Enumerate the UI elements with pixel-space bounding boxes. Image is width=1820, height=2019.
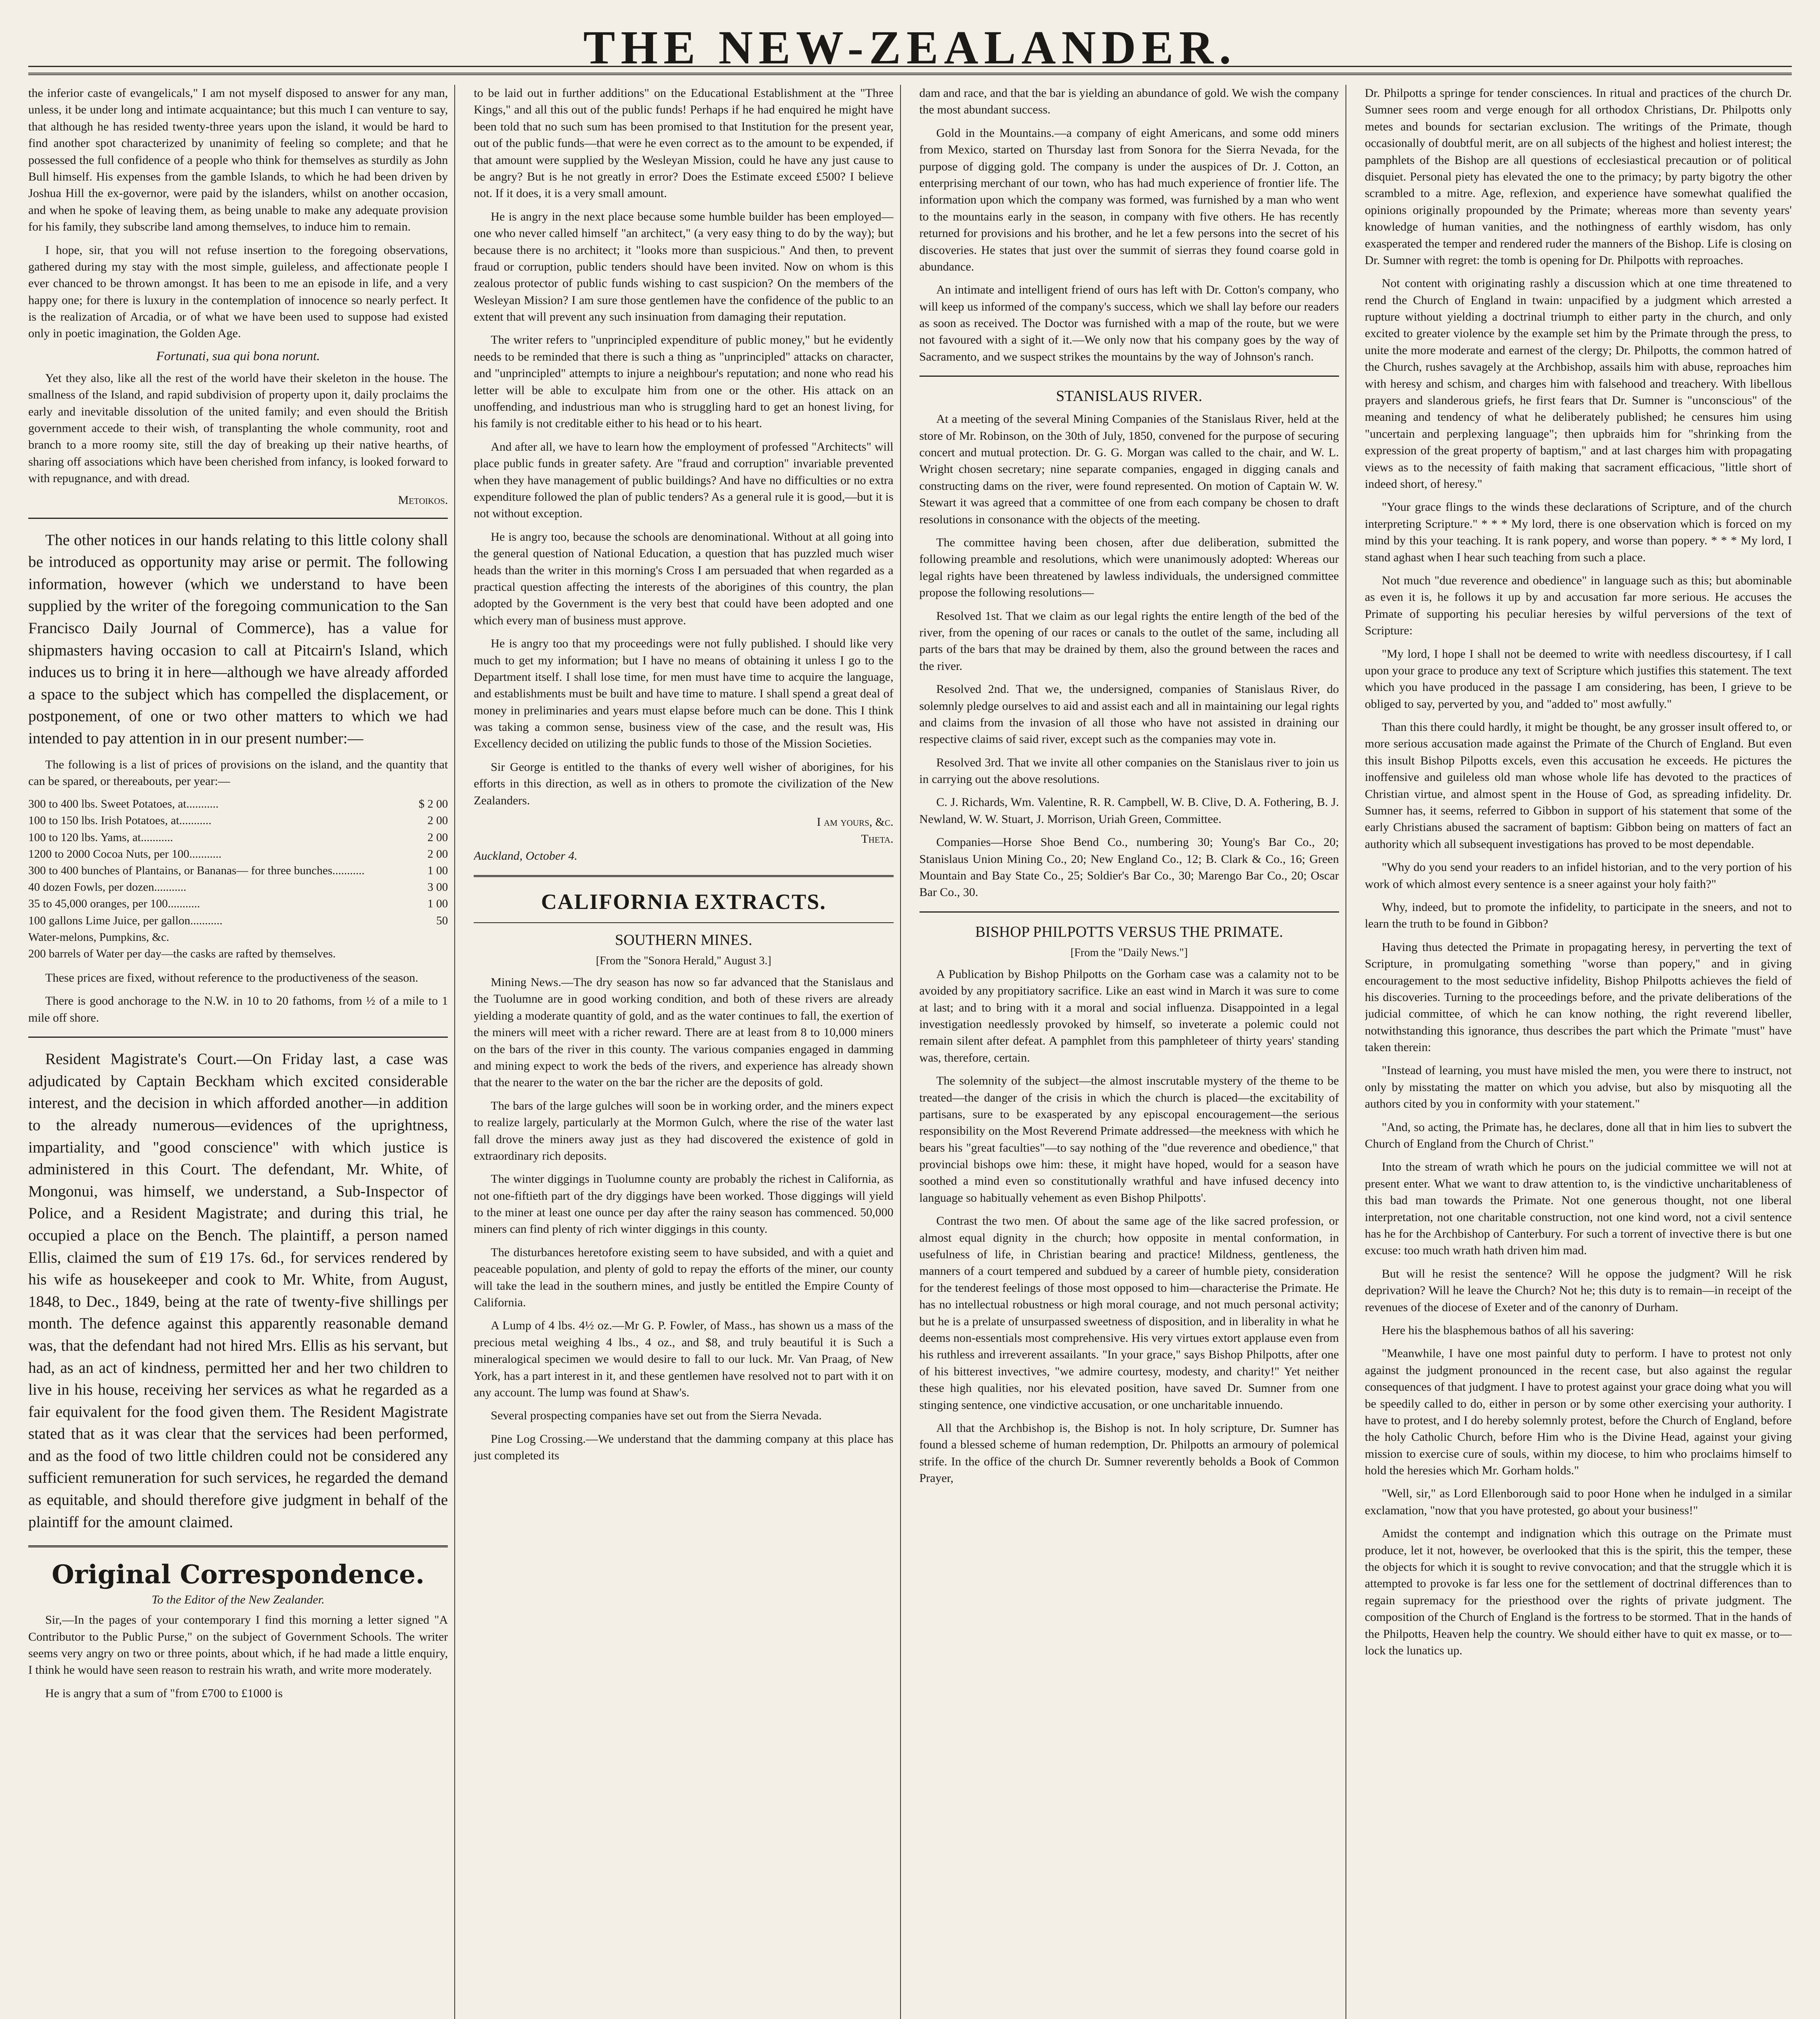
article-paragraph: "Meanwhile, I have one most painful duty to perform. I have to protest not only against the judgment pronounced in the recent case, but also against the regular consequences of that judgment. I have to protest against your grace doing what you will be speedily called to do, either in person or by some other exercising your authority. I have to protest, and I do hereby solemnly protest, before the Church of England, before the holy Catholic Church, before Him who is the Divine Head, against your giving mission to exercise cure of souls, within my diocese, to him who proclaims himself to hold the heresies which Mr. Gorham holds." [1364,1347,1792,1478]
article-paragraph: Into the stream of wrath which he pours on the judicial committee we will not at present enter. What we want to draw attention to, is the vindictive uncharitableness of this bad man towards the Primate. Not one generous thought, not one liberal interpretation, not one charitable construction, not one kind word, not a civil sentence has he for the Archbishop of Canterbury. For such a torrent of invective there is but one excuse: too much wrath hath driven him mad. [1364,1160,1792,1257]
companies-list: Companies—Horse Shoe Bend Co., numbering 30; Young's Bar Co., 20; Stanislaus Union Mining Co., 20; New England Co., 12; B. Clark & Co., 16; Green Mountain and Bay State Co., 25; Soldier's Bar Co., 30; Marengo Bar Co., 20; Oscar Bar Co., 30. [919,835,1339,899]
divider [919,911,1339,913]
price-value [399,946,448,962]
divider [28,1037,448,1038]
article-paragraph: Resolved 2nd. That we, the undersigned, companies of Stanislaus River, do solemnly pledge ourselves to aid and assist each and all in maintaining our legal rights and claims from the invasion of all those who have not assisted in draining our respective claims of said river, except such as the companies may vote in. [919,682,1339,746]
article-paragraph: At a meeting of the several Mining Companies of the Stanislaus River, held at the store of Mr. Robinson, on the 30th of July, 1850, convened for the purpose of securing concert and mutual protection. Dr. G. G. Morgan was called to the chair, and W. L. Wright chosen secretary; nine separate companies, engaged in digging canals and constructing dams on the river, were found represented. On motion of Captain W. W. Stewart it was agreed that a committee of one from each company be chosen to draft resolutions in consonance with the objects of the meeting. [919,412,1339,526]
subheading: SOUTHERN MINES. [615,932,752,949]
column-2 [474,85,901,2019]
price-value [399,929,448,946]
article-paragraph: Resolved 1st. That we claim as our legal rights the entire length of the bed of the river, from the opening of our races or canals to the outlet of the same, including all parts of the bars that may be drained by them, also the ground between the races and the river. [919,609,1339,673]
price-item: 40 dozen Fowls, per dozen........... [28,881,187,894]
price-row [28,846,448,863]
dateline-place: Auckland, October 4. [474,849,577,863]
article-paragraph: to be laid out in further additions" on the Educational Establishment at the "Three Kings," and all this out of the public funds! Perhaps if he had enquired he might have been told that no such sum has been promised to that Institution for the present year, out of the public funds—that were he even correct as to the amount to be expended, if that amount were supplied by the Wesleyan Mission, could he have any just cause to be angry? But is he not greatly in error? Does the Estimate exceed £500? I believe not. If it does, it is a very small amount. [474,86,894,200]
article-paragraph: Resident Magistrate's Court.—On Friday last, a case was adjudicated by Captain Beckham which excited considerable interest, and the decision in which afforded another—in addition to the already numerous—evidences of the uprightness, impartiality, and "good conscience" with which justice is administered in this Court. The defendant, Mr. White, of Mongonui, was himself, we understand, a Sub-Inspector of Police, and a Resident Magistrate; and during this trial, he occupied a place on the Bench. The plaintiff, a person named Ellis, claimed the sum of £19 17s. 6d., for services rendered by his wife as housekeeper and cook to Mr. White, from August, 1848, to Dec., 1849, being at the rate of twenty-five shillings per month. The defence against this apparently reasonable demand was, that the defendant had not hired Mrs. Ellis as his servant, but had, as an act of kindness, permitted her and her two children to live in his house, receiving her services as what he regarded as a fair equivalent for the food given them. The Resident Magistrate stated that as it was clear that the services had been performed, and as the food of two little children could not be considered any sufficient remuneration for such services, he regarded the demand as equitable, and should therefore give judgment in behalf of the plaintiff for the amount claimed. [28,1050,448,1531]
article-paragraph: "Well, sir," as Lord Ellenborough said to poor Hone when he indulged in a similar exclamation, "now that you have protested, go about your business!" [1364,1487,1792,1517]
price-row [28,929,448,946]
article-paragraph: The winter diggings in Tuolumne county are probably the richest in California, as not one-fiftieth part of the dry diggings have been worked. Those diggings will yield to the miner at least one ounce per day after the rainy season has commenced. 50,000 miners can find plenty of rich winter diggings in this county. [474,1172,894,1236]
article-paragraph: An intimate and intelligent friend of ours has left with Dr. Cotton's company, who will keep us informed of the company's success, which we shall lay before our readers as soon as received. The Doctor was furnished with a map of the route, but we were not favoured with a sight of it.—We only now that his company goes by the way of Sacramento, and we suspect strikes the mountains by the way of Johnson's ranch. [919,283,1339,363]
price-item: 100 to 150 lbs. Irish Potatoes, at........... [28,814,212,827]
article-paragraph: "Why do you send your readers to an infidel historian, and to the very portion of his work of which almost every sentence is a sneer against your holy faith?" [1364,860,1792,891]
signature: Theta. [861,832,894,846]
column-3 [919,85,1346,2019]
article-paragraph: A Publication by Bishop Philpotts on the Gorham case was a calamity not to be avoided by any propitiatory sacrifice. Like an east wind in March it was sure to come at last; and to bring with it a moral and social influenza. Disappointed in a legal investigation needlessly provoked by himself, so inveterate a polemic could not remain silent after defeat. A pamphlet from this pamphleteer of thirty years' standing was, therefore, certain. [919,967,1339,1064]
article-paragraph: The solemnity of the subject—the almost inscrutable mystery of the theme to be treated—the danger of the crisis in which the church is placed—the excitability of partisans, sure to be exasperated by any episcopal encouragement—the serious responsibility on the Most Reverend Primate addressed—the meekness with which he bears his "great faculties"—to say nothing of the "due reverence and obedience," that provincial bishops owe him: these, it might have hoped, would for a season have soothed a mind even so constitutionally wrathful and have infused decency into language so habitually vehement as even Bishop Philpotts'. [919,1074,1339,1205]
article-paragraph: Pine Log Crossing.—We understand that the damming company at this place has just completed its [474,1432,894,1463]
masthead [28,16,1792,75]
article-paragraph: He is angry in the next place because some humble builder has been employed—one who never called himself "an architect," (a very easy thing to do by the way); but because there is no architect; it "looks more than suspicious." And then, to prevent fraud or corruption, public tenders should have been invited. Now on whom is this zealous protector of public funds wishing to cast suspicion? On the members of the Wesleyan Mission? I am sure those gentlemen have the confidence of the public to an extent that will prevent any such insinuation from damaging their reputation. [474,210,894,324]
article-paragraph: The disturbances heretofore existing seem to have subsided, and with a quiet and peaceable population, and plenty of gold to repay the efforts of the miner, our county will take the lead in the southern mines, and justly be entitled the Empire County of California. [474,1245,894,1310]
article-paragraph: A Lump of 4 lbs. 4½ oz.—Mr G. P. Fowler, of Mass., has shown us a mass of the precious metal weighing 4 lbs., 4 oz., and $8, and truly beautiful it is Such a mineralogical specimen we would desire to fall to our luck. Mr. Van Praag, of New York, has a part interest in it, and these gentlemen have resolved not to part with it on any account. The lump was found at Shaw's. [474,1319,894,1399]
price-value: 3 00 [427,881,448,894]
article-paragraph: I hope, sir, that you will not refuse insertion to the foregoing observations, gathered during my stay with the most simple, guileless, and affectionate people I ever chanced to be thrown amongst. It has been to me an episode in life, and a very happy one; for there is luxury in the contemplation of innocence so nearly perfect. It is the realization of Arcadia, or of what we have been used to suppose had existed only in poetic imagination, the Golden Age. [28,243,448,340]
article-paragraph: Not much "due reverence and obedience" in language such as this; but abominable as even it is, he follows it up by and accusation far more serious. He accuses the Primate of supporting his peculiar heresies by wilful perversions of the text of Scripture: [1364,573,1792,638]
article-paragraph: Than this there could hardly, it might be thought, be any grosser insult offered to, or more serious accusation made against the Primate of the Church of England. But even this insult Bishop Pilpotts excels, even this accusation he exceeds. He pictures the inoffensive and guileless old man whose whole life has devoted to the practices of Christian virtue, and almost spent in the House of God, as spreading infidelity. Dr. Sumner has, it seems, referred to Gibbon in support of his statement that some of the early Christians abused the sacrament of baptism: Gibbon being on matters of fact an authority which all subsequent investigations has proved to be most dependable. [1364,720,1792,851]
column-1 [28,85,455,2019]
article-paragraph: But will he resist the sentence? Will he oppose the judgment? Will he risk deprivation? Will he leave the Church? Not he; this duty is to remain—in receipt of the revenues of the diocese of Exeter and of the canonry of Durham. [1364,1267,1792,1314]
article-paragraph: There is good anchorage to the N.W. in 10 to 20 fathoms, from ½ of a mile to 1 mile off shore. [28,994,448,1024]
price-value: 50 [436,914,448,927]
masthead-title: THE NEW-ZEALANDER. [583,21,1237,74]
price-value: 2 00 [427,814,448,827]
article-paragraph: Several prospecting companies have set out from the Sierra Nevada. [491,1409,822,1423]
article-paragraph: Sir,—In the pages of your contemporary I find this morning a letter signed "A Contributor to the Public Purse," on the subject of Government Schools. The writer seems very angry on two or three points, about which, if he had made a little enquiry, I think he would have seen reason to restrain his wrath, and write more moderately. [28,1613,448,1677]
column-4 [1365,85,1792,2019]
section-heading: Original Correspondence. [52,1559,425,1590]
section-heading: CALIFORNIA EXTRACTS. [541,890,826,914]
price-item: 100 to 120 lbs. Yams, at........... [28,831,173,844]
article-paragraph: He is angry too that my proceedings were not fully published. I should like very much to get my information; but I have no means of obtaining it unless I go to the Department itself. I shall lose time, for men must have time to acquire the language, and establishments must be built and have time to mature. I shall spend a great deal of money in preliminaries and years must elapse before much can be done. This I think was taking a common sense, business view of the case, and the result was, His Excellency decided on utilizing the public funds to those of the Mission Societies. [474,637,894,751]
committee-names: C. J. Richards, Wm. Valentine, R. R. Campbell, W. B. Clive, D. A. Fothering, B. J. Newland, W. W. Stuart, J. Morrison, Uriah Green, Committee. [919,795,1339,826]
price-row [28,796,448,812]
article-paragraph: The bars of the large gulches will soon be in working order, and the miners expect to realize largely, particularly at the Mormon Gulch, where the rise of the water last fall drove the miners away just as they had discovered the existence of gold in extraordinary rich deposits. [474,1099,894,1163]
article-paragraph: Dr. Philpotts a springe for tender consciences. In ritual and practices of the church Dr. Sumner sees room and verge enough for all orthodox Christians, Dr. Philpotts only metes and bounds for sectarian exclusion. The writings of the Primate, though occasionally of doubtful merit, are on all subjects of the highest and holiest interest; the pamphlets of the Bishop are all questions of ecclesiastical precaution or of political disquiet. Personal piety has elevated the one to the primacy; by party bigotry the other scrambled to a mitre. Age, reflexion, and experience have somewhat qualified the opinions originally propounded by the Primate; whereas more than seventy years' knowledge of human vanities, and the nothingness of earthly wisdom, has only exasperated the temper and rendered ruder the manners of the Bishop. Life is closing on Dr. Sumner with regret: the tomb is opening for Dr. Philpotts with reproaches. [1364,86,1792,267]
columns [28,85,1792,2019]
article-paragraph: These prices are fixed, without reference to the productiveness of the season. [45,971,418,985]
price-value: 1 00 [427,897,448,911]
masthead-rule [28,66,1792,67]
divider [474,875,893,877]
article-paragraph: "Instead of learning, you must have misled the men, you were there to instruct, not only by misstating the matter on which you advise, but also by misquoting all the authors cited by you in conformity with your statement." [1364,1064,1792,1111]
source-credit: [From the "Sonora Herald," August 3.] [596,955,771,968]
source-credit: [From the "Daily News."] [1070,946,1188,959]
article-paragraph: "Your grace flings to the winds these declarations of Scripture, and of the church interpreting Scripture." * * * My lord, there is one observation which is forced on my mind by this your teaching. It is rank popery, and worse than popery. * * * My lord, I stand aghast when I hear such teaching from such a place. [1364,500,1792,564]
signature: Metoikos. [398,493,448,507]
price-value: 2 00 [427,831,448,844]
price-row [28,863,448,879]
article-paragraph: He is angry too, because the schools are denominational. Without at all going into the general question of National Education, a question that has puzzled much wiser heads than the writer in this morning's Cross I am persuaded that when regarded as a practical question affecting the interests of the aborigines of this country, the plan adopted by the Government is the very best that could have been adopted and one which every man of business must approve. [474,530,894,627]
salutation: To the Editor of the New Zealander. [151,1593,325,1607]
article-paragraph: Gold in the Mountains.—a company of eight Americans, and some odd miners from Mexico, started on Thursday last from Sonora for the Sierra Nevada, for the purpose of digging gold. The company is under the auspices of Dr. J. Cotton, an enterprising merchant of our town, who has had much experience of frontier life. The information upon which the company was formed, was furnished by a man who went to the mountains early in the season, in company with five others. He has recently returned for provisions and his brother, and he let a few persons into the secret of his discoveries. He states that just over the summit of sierras they found coarse gold in abundance. [919,126,1339,273]
price-item: 300 to 400 bunches of Plantains, or Bananas— for three bunches........... [28,864,365,877]
article-paragraph: Why, indeed, but to promote the infidelity, to participate in the sneers, and not to learn the truth to be found in Gibbon? [1364,900,1792,931]
article-paragraph: The writer refers to "unprincipled expenditure of public money," but he evidently needs to be reminded that there is such a thing as "unprincipled" attacks on character, and "unprincipled" attempts to injure a neighbour's reputation; and none who read his letter will be able to exculpate him from one or the other. His attack on an unoffending, and industrious man who is struggling hard to get an honest living, for his family is not creditable either to his head or to his heart. [474,333,894,430]
price-value: $ 2 00 [418,798,448,811]
section-heading: STANISLAUS RIVER. [1056,388,1203,405]
price-row [28,829,448,846]
price-item: 35 to 45,000 oranges, per 100........... [28,897,200,911]
article-paragraph: "My lord, I hope I shall not be deemed to write with needless discourtesy, if I call upon your grace to produce any text of Scripture which justifies this statement. The text which you have produced in the passage I am considering, has been, I grieve to be obliged to say, perverted by you, and "added to" most awfully." [1364,647,1792,711]
section-heading: BISHOP PHILPOTTS VERSUS THE PRIMATE. [975,923,1283,940]
newspaper-page [28,16,1792,2019]
dateline [474,849,893,863]
article-paragraph: Mining News.—The dry season has now so far advanced that the Stanislaus and the Tuolumne are in good working condition, and both of these rivers are already yielding a moderate quantity of gold, and as the water continues to fall, the exertion of the miners will meet with a richer reward. There are at least from 8 to 10,000 miners on the bars of the river in this county. The various companies engaged in damming and mining expect to work the beds of the rivers, and experience has already shown that the nearer to the water on the bar the richer are the deposits of gold. [474,976,894,1089]
divider [28,518,448,519]
price-value: 1 00 [427,864,448,877]
article-paragraph: The other notices in our hands relating to this little colony shall be introduced as opportunity may arise or permit. The following information, however (which we understand to have been supplied by the writer of the foregoing communication to the San Francisco Daily Journal of Commerce), has a value for shipmasters having occasion to call at Pitcairn's Island, which induces us to bring it in here—although we have already afforded a space to the subject which has compelled the displacement, or postponement, of one or two other matters to which we had intended to pay attention in in our present number:— [28,531,448,747]
article-paragraph: Here his the blasphemous bathos of all his savering: [1381,1323,1634,1337]
article-paragraph: And after all, we have to learn how the employment of professed "Architects" will place public funds in greater safety. Are "fraud and corruption" invariable prevented when they have management of public buildings? And have no difficulties or no extra expenditure followed the plan of public tenders? As a general rule it is good,—but it is not without exception. [474,440,894,520]
price-row [28,946,448,962]
price-item: 200 barrels of Water per day—the casks are rafted by themselves. [28,947,336,960]
article-paragraph: Yet they also, like all the rest of the world have their skeleton in the house. The smallness of the Island, and rapid subdivision of property upon it, daily proclaims the early and inevitable dissolution of the united family; and even should the British government accede to their wish, of transplanting the whole community, root and branch to a more roomy site, still the day of breaking up their native hearths, of sharing off associations which have been cherished from infancy, is looked forward to with repugnance, and with dread. [28,371,448,485]
article-paragraph: Not content with originating rashly a discussion which at one time threatened to rend the Church of England in twain: unpacified by a judgment which arrested a rupture without yielding a doctrinal triumph to either party in the church, and only excited to greater violence by the example set him by the Primate through the press, to unite the more moderate and earnest of the clergy; Dr. Philpotts, the common hatred of the Church, rushes savagely at the Archbishop, assails him with abuse, reproaches him with heresy and schism, and charges him with falsehood and treachery. With libellous prayers and slanderous griefs, he first fears that Dr. Sumner is "unconscious" of the meaning and tendency of what he deliberately published; he censures him using "uncertain and perplexing language"; then upbraids him for "shrinking from the expression of the great property of baptism," and at last charges him with propagating views as to the necessity of faith making that sacrament efficacious, "little short of indeed short, of heresy." [1364,277,1792,491]
signature-close: I am yours, &c. [817,815,894,829]
article-paragraph: Sir George is entitled to the thanks of every well wisher of aborigines, for his efforts in this direction, as well as in others to promote the civilization of the New Zealanders. [474,760,894,807]
divider [28,1545,448,1547]
article-paragraph: Contrast the two men. Of about the same age of the like sacred profession, or almost equal dignity in the church; how opposite in mental conformation, in usefulness of life, in Christian bearing and practice! Mildness, gentleness, the manners of a court tempered and subdued by a career of humble piety, consideration for the tenderest feelings of those most opposed to him—characterise the Primate. He has no intellectual robustness or high moral courage, and not much personal activity; but he is a prelate of unsurpassed sweetness of disposition, and in liberality in what he deems non-essentials most comprehensive. His very virtues extort applause even from his ruthless and irreverent assailants. "In your grace," says Bishop Philpotts, after one of his bitterest invectives, "we admire courtesy, modesty, and charity!" Yet neither these high qualities, nor his elevated position, have saved Dr. Sumner from one stinging sentence, one vindictive accusation, or one uncharitable innuendo. [919,1214,1339,1412]
article-paragraph: He is angry that a sum of "from £700 to £1000 is [45,1686,283,1700]
article-paragraph: The following is a list of prices of provisions on the island, and the quantity that can be spared, or thereabouts, per year:— [28,758,448,788]
price-row [28,913,448,929]
price-item: 300 to 400 lbs. Sweet Potatoes, at........... [28,798,219,811]
article-paragraph: Amidst the contempt and indignation which this outrage on the Primate must produce, let it not, however, be overlooked that this is the spirit, this the temper, these the objects for which it is sought to revive convocation; and that the struggle which it is attempted to provoke is far less one for the settlement of doctrinal differences than to regain supremacy for the priesthood over the rights of private judgment. The composition of the Church of England is the fortress to be stormed. That in the hands of the Philpotts, Heaven help the country. We should either have to quit ex masse, or to—lock the lunatics up. [1364,1527,1792,1657]
article-paragraph: "And, so acting, the Primate has, he declares, done all that in him lies to subvert the Church of England from the Church of Christ." [1364,1120,1792,1151]
divider [474,922,893,923]
article-paragraph: dam and race, and that the bar is yielding an abundance of gold. We wish the company the most abundant success. [919,86,1339,117]
price-row [28,812,448,829]
divider [919,376,1339,377]
price-row [28,896,448,912]
price-value: 2 00 [427,847,448,860]
price-row [28,879,448,896]
price-item: Water-melons, Pumpkins, &c. [28,930,170,944]
article-paragraph: Resolved 3rd. That we invite all other companies on the Stanislaus river to join us in carrying out the above resolutions. [919,756,1339,786]
price-item: 100 gallons Lime Juice, per gallon........... [28,914,223,927]
article-paragraph: Having thus detected the Primate in propagating heresy, in perverting the text of Scripture, in promulgating something "worse than popery," and in giving encouragement to the most seductive infidelity, Bishop Philpotts achieves the field of his discoveries. Turning to the proceedings before, and the private deliberations of the judicial committee, of which he can know nothing, the right reverend libeller, notwithstanding this ignorance, thus describes the part which the Primate "must" have taken therein: [1364,940,1792,1054]
price-table [28,796,448,962]
price-item: 1200 to 2000 Cocoa Nuts, per 100........... [28,847,222,860]
article-paragraph: the inferior caste of evangelicals," I am not myself disposed to answer for any man, unless, it be under long and intimate acquaintance; but this much I can venture to say, that although he has resided twenty-three years upon the island, it would be hard to find another spot characterized by unanimity of feeling so complete; and that he possessed the full confidence of a people who think for themselves as sturdily as John Bull himself. His expenses from the gamble Islands, to which he had been driven by Joshua Hill the ex-governor, were paid by the islanders, whilst on another occasion, and when he spoke of leaving them, as being unable to make any adequate provision for his family, they subscribe land among themselves, to induce him to remain. [28,86,448,234]
article-paragraph: All that the Archbishop is, the Bishop is not. In holy scripture, Dr. Sumner has found a blessed scheme of human redemption, Dr. Philpotts an armoury of polemical strife. In the office of the church Dr. Sumner reverently beholds a Book of Common Prayer, [919,1421,1339,1485]
article-paragraph: The committee having been chosen, after due deliberation, submitted the following preamble and resolutions, which were unanimously adopted: Whereas our legal rights have been threatened by lawless individuals, the undersigned committee propose the following resolutions— [919,535,1339,600]
latin-quote: Fortunati, sua qui bona norunt. [156,348,320,363]
